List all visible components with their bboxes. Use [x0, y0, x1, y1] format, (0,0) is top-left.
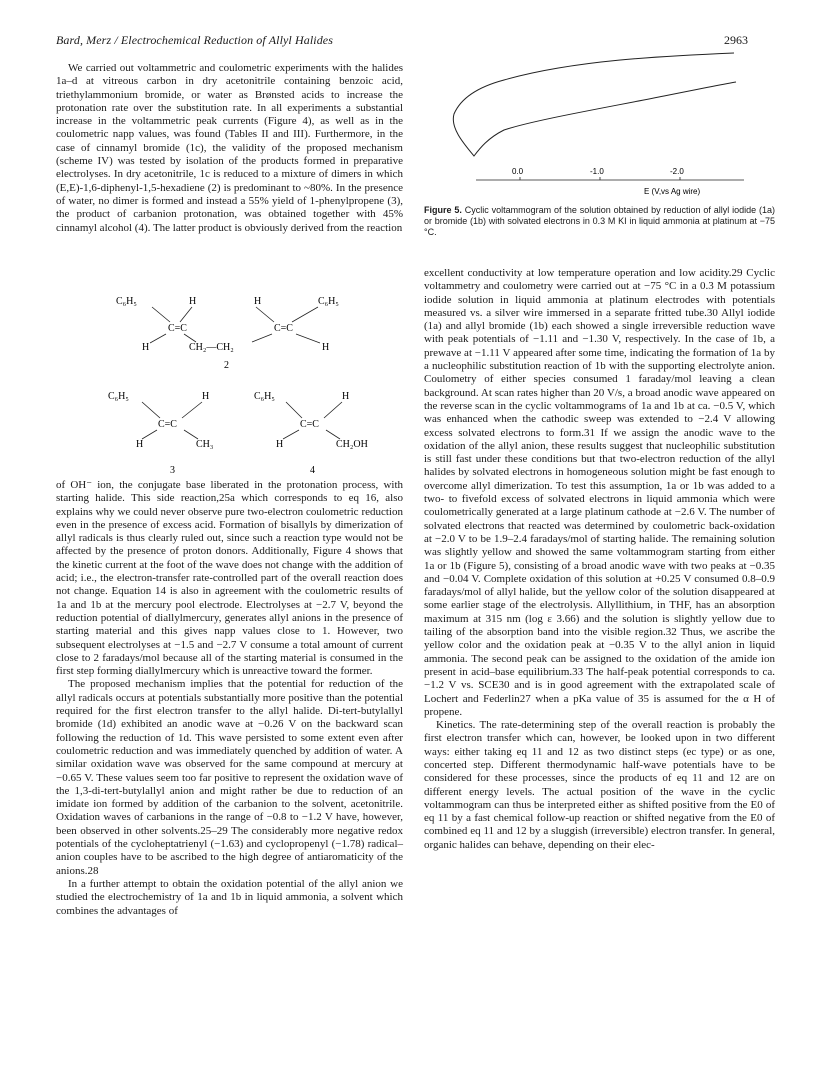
s2-h2: H [142, 342, 150, 353]
s2-ch2-bridge: CH₂—CH₂ [189, 342, 234, 353]
paragraph: excellent conductivity at low temperature operation and low acidity.29 Cyclic voltammetry and coulometry were carried out at −75 °C in a 0.3 M potassium iodide solution in liquid ammonia at platinum electrodes with potentials measured vs. a silver wire immersed in a separate fritted tube.30 Allyl iodide (1a) and allyl bromide (1b) each showed a single irreversible reduction wave with peak potentials of −1.11 and −1.30 V, respectively. In the case of 1b, a prewave at −1.11 V appeared after some time, indicating the formation of 1a by a nucleophilic substitution reaction of 1b with the supporting electrolyte anion. Coulometry of either species consumed 1 faraday/mol leaving a clean background. At scan rates higher than 20 V/s, a broad anodic wave appeared on the reverse scan in the cyclic voltammograms of 1a and 1b at ca. −0.5 V, which was enhanced when the cathodic sweep was extended to −2.4 V allowing excess solvated electrons to form.31 If we assign the anodic wave to the oxidation of the allyl anion, these results suggest that nucleophilic substitution is still fast under these conditions but that two-electron reduction of the allyl halides by solvated electrons in homogeneous solution might be fast enough to overcome allyl dimerization. To test this assumption, 1a or 1b was added to a two- to fivefold excess of solvated electrons in liquid ammonia which were coulometrically generated at a large platinum cathode at −2.6 V. The number of solvated electrons that reacted was determined by coulometric back-oxidation at −2.0 V to be 1.9–2.4 faradays/mol of starting halide. The remaining solution was slightly yellow and showed the same voltammogram starting from either 1a or 1b (Figure 5), consisting of a broad anodic wave with two peaks at −0.35 and −0.04 V. Complete oxidation of this solution at +0.25 V consumed 0.8–0.9 faradays/mol of allyl halide, but the yellow color of the solution disappeared at some earlier stage of the electrolysis. Allyllithium, in THF, has an absorption maximum at 315 nm (log ε 3.66) and the solution is slightly yellow due to tailing of the absorption band into the visible region.32 Thus, we ascribe the yellow color and the oxidation peak at −0.35 V to the allyl anion in liquid ammonia. The second peak can be assigned to the oxidation of the amide ion present in acid–base equilibrium.33 The half-peak potential corresponds to ca. −1.2 V vs. SCE30 and is in good agreement with the extrapolated scale of Lochert and Federlin27 when a pKa value of 35 is assumed for the α H of propene. [424, 267, 775, 718]
s4-cc: C=C [300, 419, 319, 430]
figure-5-caption [424, 205, 775, 238]
s4-c6h5: C₆H₅ [254, 391, 275, 402]
page-number: 2963 [724, 33, 748, 47]
running-title: Bard, Merz / Electrochemical Reduction of Allyl Halides [56, 33, 333, 47]
s3-ch3: CH₃ [196, 439, 214, 450]
tick-label-1: -1.0 [590, 167, 604, 176]
tick-label-0: 0.0 [512, 167, 524, 176]
caption-text: Cyclic voltammogram of the solution obtained by reduction of allyl iodide (1a) or bromide (1b) with solvated electrons in 0.3 M KI in liquid ammonia at platinum at −75 °C. [424, 205, 775, 237]
structure-2 [56, 290, 403, 370]
structures-3-4 [56, 385, 403, 477]
s2-cc-right: C=C [274, 323, 293, 334]
s3-h-top: H [202, 391, 210, 402]
s2-h3: H [254, 296, 262, 307]
s2-c6h5-right: C₆H₅ [318, 296, 339, 307]
s4-h-bottom: H [276, 439, 284, 450]
s3-label: 3 [170, 465, 175, 476]
paragraph: In a further attempt to obtain the oxidation potential of the allyl anion we studied the electrochemistry of 1a and 1b in liquid ammonia, a solvent which combines the advantages of [56, 877, 403, 917]
right-column [424, 267, 775, 852]
s3-cc: C=C [158, 419, 177, 430]
figure-5-voltammogram [424, 48, 775, 198]
paragraph: We carried out voltammetric and coulometric experiments with the halides 1a–d at vitreous carbon in dry acetonitrile containing benzoic acid, triethylammonium bromide, or water as Brønsted acids to increase the protonation rate over the substitution rate. In all experiments a substantial increase in the voltammetric peak currents (Figure 4), as well as in the coulometric napp values, was found (Tables II and III). Furthermore, in the case of cinnamyl bromide (1c), the validity of the proposed mechanism (scheme IV) was tested by isolation of the products formed in preparative electrolyses. In dry acetonitrile, 1c is reduced to a mixture of dimers in which (E,E)-1,6-diphenyl-1,5-hexadiene (2) is predominant to ~80%. In the presence of water, no dimer is formed and instead a 55% yield of 1-phenylpropene (3), the product of carbanion protonation, was obtained together with 45% cinnamyl alcohol (4). The latter product is obviously derived from the reaction [56, 62, 403, 234]
axis-label: E (V,vs Ag wire) [644, 187, 701, 196]
s3-h-bottom: H [136, 439, 144, 450]
s3-c6h5: C₆H₅ [108, 391, 129, 402]
paragraph: The proposed mechanism implies that the potential for reduction of the allyl radicals occurs at potentials substantially more positive than the potential required for the first electron transfer to the allyl halide. Di-tert-butylallyl bromide (1d) exhibited an anodic wave at −0.26 V on the backward scan following the reduction of 1d. This wave persisted to some extent even after coulometric reduction and was immediately quenched by addition of water. A similar oxidation wave was observed for the same compound at mercury at −0.65 V. These values seem too far positive to represent the oxidation wave of the 1,3-di-tert-butylallyl anion and might rather be due to reduction of an imidate ion formed by addition of the carbanion to the solvent, acetonitrile. Oxidation waves of carbanions in the range of −0.8 to −1.2 V have, however, been observed in other solvents.25–29 The considerably more negative redox potentials of the cycloheptatrienyl (−1.63) and cyclopropenyl (−1.78) radical–anion couples have to be ascribed to the high degree of antiaromaticity of the anions.28 [56, 678, 403, 877]
s2-cc-left: C=C [168, 323, 187, 334]
tick-label-2: -2.0 [670, 167, 684, 176]
left-column-top [56, 62, 403, 235]
s2-c6h5-left: C₆H₅ [116, 296, 137, 307]
paragraph: of OH⁻ ion, the conjugate base liberated in the protonation process, with starting halide. This side reaction,25a which corresponds to eq 16, also explains why we could never observe pure two-electron coulometric reduction even in the presence of excess acid. Formation of bisallyls by dimerization of allyl radicals is thus clearly ruled out, since such a reaction type would not be affected by the presence of proton donors. Additionally, Figure 4 shows that the kinetic current at the foot of the wave does not change with the addition of acid; i.e., the electron-transfer rate-controlled part of the overall reaction does not change. Equation 14 is also in agreement with the coulometric results of 1a and 1b at the mercury pool electrode. Electrolyses at −2.7 V, beyond the reduction potential of diallylmercury, generates allyl anions in the presence of starting material and this gives napp values close to 1. However, two subsequent electrolyses at −1.5 and −2.7 V consume a total amount of current close to 2 faradays/mol because all of the starting material is consumed in the first step forming diallylmercury which is unreactive toward the former. [56, 479, 403, 678]
paragraph: Kinetics. The rate-determining step of the overall reaction is probably the first electron transfer which can, however, be looked upon in two different ways: either taking eq 11 and 12 as two distinct steps (ec type) or as one, concerted step. Different thermodynamic half-wave potentials have to be considered for these processes, since the products of eq 11 and 12 are on different energy levels. The actual position of the wave in the cyclic voltammogram can thus be interpreted either as shifted positive from the E0 of eq 11 by a fast chemical follow-up reaction or shifted negative from the E0 of combined eq 11 and 12 by a sluggish (irreversible) electron transfer. In general, organic halides can behave, depending on their elec- [424, 719, 775, 851]
s4-h-top: H [342, 391, 350, 402]
s4-ch2oh: CH₂OH [336, 439, 368, 450]
s4-label: 4 [310, 465, 315, 476]
caption-label: Figure 5. [424, 205, 462, 215]
cv-curve [453, 53, 736, 156]
s2-h1: H [189, 296, 197, 307]
s2-h4: H [322, 342, 330, 353]
s2-label: 2 [224, 360, 229, 370]
left-column-bottom [56, 479, 403, 918]
